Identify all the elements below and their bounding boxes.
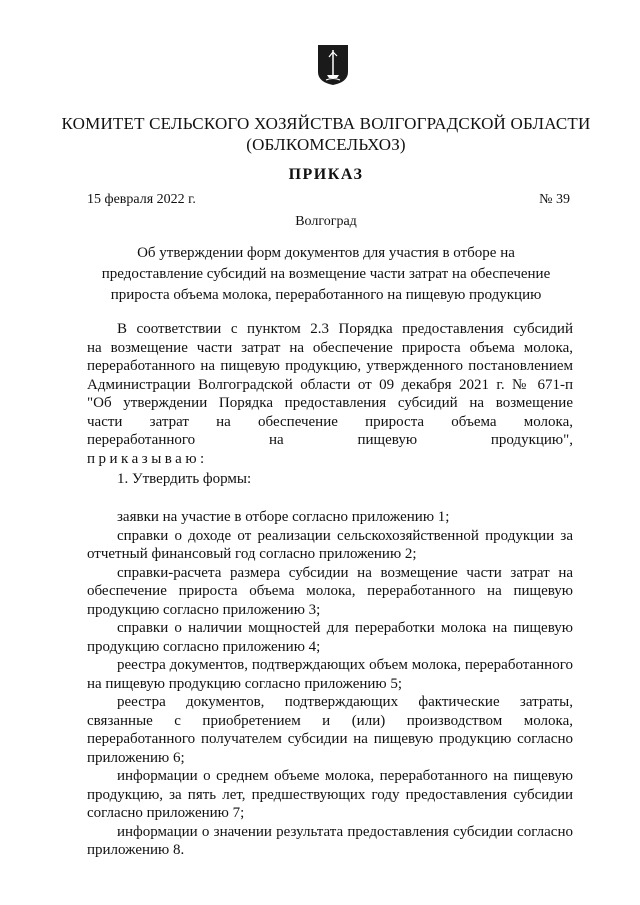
preamble-line: на возмещение части затрат на обеспечение прироста объема молока, (87, 339, 573, 356)
list-item: справки о наличии мощностей для переработки молока на пищевую продукцию согласно приложению 4; (87, 620, 573, 655)
preamble-line: части затрат на обеспечение прироста объема молока, (87, 413, 573, 430)
list-item: заявки на участие в отборе согласно приложению 1; (117, 509, 450, 525)
subject-line: Об утверждении форм документов для участия в отборе на (137, 245, 515, 261)
list-item: информации о значении результата предоставления субсидии согласно приложению 8. (87, 823, 573, 858)
preamble-line: переработанного на пищевую продукцию", (87, 432, 573, 448)
document-type: ПРИКАЗ (288, 166, 364, 183)
order-subject (6, 243, 640, 306)
preamble-line: "Об утверждении Порядка предоставления субсидий на возмещение (87, 395, 573, 411)
preamble-line: переработанного на пищевую продукцию, утвержденного постановлением (87, 358, 573, 374)
list-item: реестра документов, подтверждающих фактические затраты, связанные с приобретением и (или) производством молока, переработанного получателем субсидии на пищевую продукцию согласно приложению 6; (87, 694, 573, 766)
preamble-line: Администрации Волгоградской области от 09 декабря 2021 г. № 671-п (87, 376, 573, 393)
city: Волгоград (295, 214, 357, 229)
forms-list (87, 508, 573, 860)
subject-line: предоставление субсидий на возмещение части затрат на обеспечение (101, 266, 551, 282)
preamble-paragraph (87, 320, 573, 468)
committee-abbreviation: (ОБЛКОМСЕЛЬХОЗ) (246, 135, 406, 154)
order-number: № 39 (539, 192, 570, 207)
list-item: справки о доходе от реализации сельскохозяйственной продукции за отчетный финансовый год согласно приложению 2; (87, 527, 573, 562)
coat-of-arms-icon (317, 44, 349, 86)
point-1: 1. Утвердить формы: (117, 471, 252, 487)
preamble-line: приказываю: (87, 450, 208, 467)
order-date: 15 февраля 2022 г. (87, 192, 196, 207)
committee-name: КОМИТЕТ СЕЛЬСКОГО ХОЗЯЙСТВА ВОЛГОГРАДСКОЙ ОБЛАСТИ (61, 114, 591, 133)
list-item: реестра документов, подтверждающих объем молока, переработанного на пищевую продукцию согласно приложению 5; (87, 657, 573, 692)
list-item: информации о среднем объеме молока, переработанного на пищевую продукцию, за пять лет, предшествующих году предоставления субсидии согласно приложению 7; (87, 768, 573, 821)
preamble-line: В соответствии с пунктом 2.3 Порядка предоставления субсидий (117, 321, 573, 337)
subject-line: прироста объема молока, переработанного на пищевую продукцию (110, 287, 542, 303)
list-item: справки-расчета размера субсидии на возмещение части затрат на обеспечение прироста объема молока, переработанного на пищевую продукцию согласно приложению 3; (87, 564, 573, 618)
